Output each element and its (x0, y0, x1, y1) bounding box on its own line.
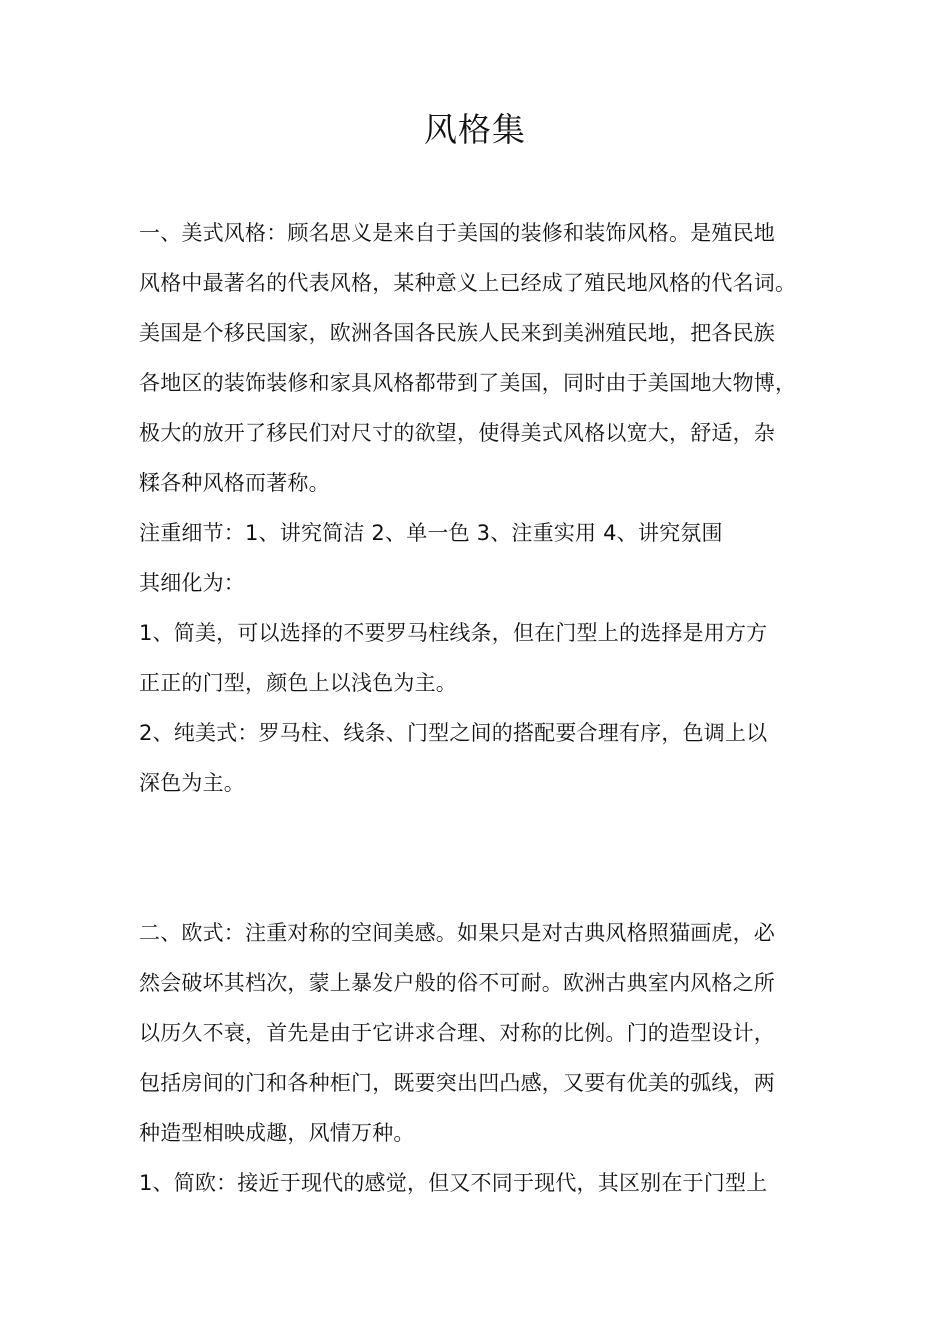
subdivision-heading: 其细化为： (139, 571, 245, 595)
paragraph-line: 然会破坏其档次，蒙上暴发户般的俗不可耐。欧洲古典室内风格之所 (139, 971, 775, 995)
paragraph-line: 种造型相映成趣，风情万种。 (139, 1121, 415, 1145)
section-european-style (139, 908, 829, 1208)
paragraph-line: 二、欧式：注重对称的空间美感。如果只是对古典风格照猫画虎，必 (139, 921, 775, 945)
paragraph-line: 以历久不衰，首先是由于它讲求合理、对称的比例。门的造型设计， (139, 1021, 775, 1045)
paragraph-line: 风格中最著名的代表风格，某种意义上已经成了殖民地风格的代名词。 (139, 271, 797, 295)
document-body (139, 208, 829, 1208)
paragraph-line: 糅各种风格而著称。 (139, 471, 330, 495)
section-american-style (139, 208, 829, 808)
paragraph-line: 各地区的装饰装修和家具风格都带到了美国，同时由于美国地大物博， (139, 371, 797, 395)
document-title: 风格集 (424, 110, 526, 149)
section-spacer (139, 808, 829, 908)
list-item-line: 2、纯美式：罗马柱、线条、门型之间的搭配要合理有序，色调上以 (139, 721, 768, 745)
details-line: 注重细节：1、讲究简洁 2、单一色 3、注重实用 4、讲究氛围 (139, 521, 723, 545)
paragraph-line: 美国是个移民国家，欧洲各国各民族人民来到美洲殖民地，把各民族 (139, 321, 775, 345)
list-item-line: 1、简美，可以选择的不要罗马柱线条，但在门型上的选择是用方方 (139, 621, 768, 645)
paragraph-line: 包括房间的门和各种柜门，既要突出凹凸感，又要有优美的弧线，两 (139, 1071, 775, 1095)
list-item-line: 深色为主。 (139, 771, 245, 795)
paragraph-line: 极大的放开了移民们对尺寸的欲望，使得美式风格以宽大，舒适，杂 (139, 421, 775, 445)
list-item-line: 正正的门型，颜色上以浅色为主。 (139, 671, 457, 695)
list-item-line: 1、简欧：接近于现代的感觉，但又不同于现代，其区别在于门型上 (139, 1171, 768, 1195)
paragraph-line: 一、美式风格：顾名思义是来自于美国的装修和装饰风格。是殖民地 (139, 221, 775, 245)
